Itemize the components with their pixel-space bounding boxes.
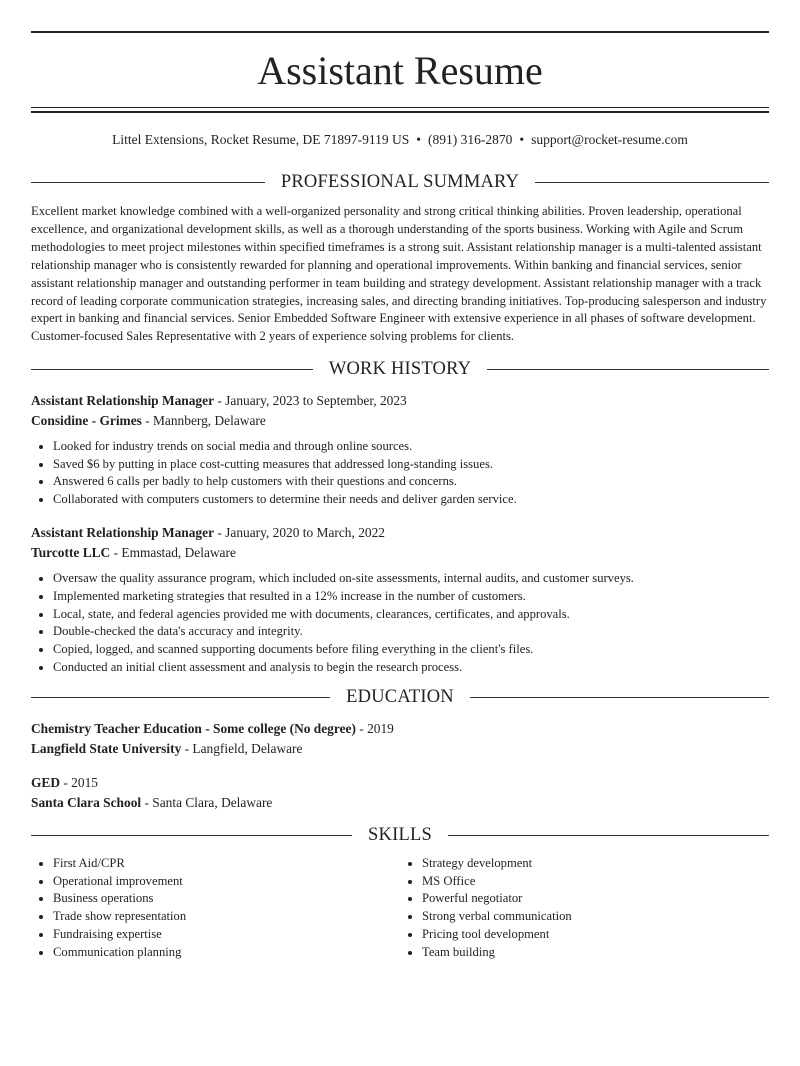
skill-item: • Strategy development [422, 855, 769, 873]
list-item: • Conducted an initial client assessment and analysis to begin the research process. [53, 659, 769, 677]
divider [31, 369, 313, 370]
skill-item: • MS Office [422, 873, 769, 891]
job-entry [31, 523, 769, 677]
title-double-rule [31, 107, 769, 113]
skill-item: • Team building [422, 944, 769, 962]
section-title: PROFESSIONAL SUMMARY [280, 171, 520, 192]
list-item: • Copied, logged, and scanned supporting documents before filing everything in the client's files. [53, 641, 769, 659]
top-rule [31, 31, 769, 33]
education-entry [31, 719, 769, 759]
degree: GED [31, 774, 61, 790]
job-company: Turcotte LLC [31, 545, 111, 561]
section-heading-skills [31, 825, 769, 847]
divider [535, 182, 769, 183]
divider [31, 835, 352, 836]
school-name: Santa Clara School [31, 794, 142, 810]
job-title: Assistant Relationship Manager [31, 525, 215, 541]
divider [470, 697, 769, 698]
resume-page [0, 31, 800, 962]
skills-list [31, 855, 769, 962]
bullet-separator: • [519, 132, 525, 147]
skill-item: • Pricing tool development [422, 926, 769, 944]
skills-column-right [400, 855, 769, 962]
summary-text: Excellent market knowledge combined with a well-organized personality and strong critical thinking abilities. Proven leadership, operational excellence, and organizational development skills, as well as a thorough understanding of the sports business. Working with Agile and Scrum methodologies to meet project milestones within specified timeframes is a strong suit. Assistant relationship manager is a multi-talented assistant relationship manager who is consistently rewarded for planning and operational improvements. Within banking and financial services, senior assistant relationship manager and outstanding performer in team building and strategy development. Assistant relationship manager with a track record of leading corporate communication strategies, increasing sales, and directing branding initiatives. Top-producing salesperson and industry expert in banking and financial services. Senior Embedded Software Engineer with extensive experience in all phases of software development. Customer-focused Sales Representative with 2 years of experience solving problems for clients. [31, 204, 767, 344]
divider [31, 182, 265, 183]
skill-item: • Fundraising expertise [53, 926, 400, 944]
job-company: Considine - Grimes [31, 412, 142, 428]
skill-item: • Communication planning [53, 944, 400, 962]
section-title: SKILLS [368, 825, 432, 846]
list-item: • Collaborated with computers customers to determine their needs and deliver garden service. [53, 491, 769, 509]
education-entry [31, 773, 769, 813]
section-title: EDUCATION [346, 687, 454, 708]
skill-item: • Operational improvement [53, 873, 400, 891]
school-location: - Santa Clara, Delaware [141, 794, 273, 810]
section-heading-work-history [31, 359, 769, 381]
skill-item: • Powerful negotiator [422, 890, 769, 908]
section-heading-education [31, 687, 769, 709]
contact-address: Littel Extensions, Rocket Resume, DE 71897-9119 US [112, 132, 410, 147]
job-location: - Mannberg, Delaware [141, 412, 266, 428]
contact-email: support@rocket-resume.com [531, 132, 688, 147]
graduation-year: - 2019 [355, 720, 394, 736]
school-name: Langfield State University [31, 740, 182, 756]
job-title: Assistant Relationship Manager [31, 392, 215, 408]
job-location: - Emmastad, Delaware [110, 545, 236, 561]
list-item: • Answered 6 calls per badly to help customers with their questions and concerns. [53, 473, 769, 491]
contact-line [31, 131, 769, 149]
skill-item: • Trade show representation [53, 908, 400, 926]
job-entry [31, 391, 769, 509]
job-dates: - January, 2020 to March, 2022 [214, 525, 385, 541]
job-dates: - January, 2023 to September, 2023 [214, 392, 407, 408]
section-heading-summary [31, 171, 769, 193]
skills-column-left [31, 855, 400, 962]
contact-phone: (891) 316-2870 [428, 132, 513, 147]
degree: Chemistry Teacher Education - Some college (No degree) [31, 720, 356, 736]
job-bullets [31, 438, 769, 509]
divider [487, 369, 769, 370]
list-item: • Local, state, and federal agencies provided me with documents, clearances, certificates, and approvals. [53, 606, 769, 624]
school-location: - Langfield, Delaware [181, 740, 303, 756]
skill-item: • First Aid/CPR [53, 855, 400, 873]
divider [448, 835, 769, 836]
list-item: • Implemented marketing strategies that resulted in a 12% increase in the number of customers. [53, 588, 769, 606]
divider [31, 697, 330, 698]
job-bullets [31, 570, 769, 677]
skill-item: • Business operations [53, 890, 400, 908]
resume-title: Assistant Resume [257, 48, 543, 93]
list-item: • Double-checked the data's accuracy and integrity. [53, 623, 769, 641]
list-item: • Looked for industry trends on social media and through online sources. [53, 438, 769, 456]
bullet-separator: • [416, 132, 422, 147]
list-item: • Saved $6 by putting in place cost-cutting measures that addressed long-standing issues. [53, 456, 769, 474]
list-item: • Oversaw the quality assurance program, which included on-site assessments, internal audits, and customer surveys. [53, 570, 769, 588]
section-title: WORK HISTORY [328, 359, 472, 380]
graduation-year: - 2015 [60, 774, 98, 790]
skill-item: • Strong verbal communication [422, 908, 769, 926]
